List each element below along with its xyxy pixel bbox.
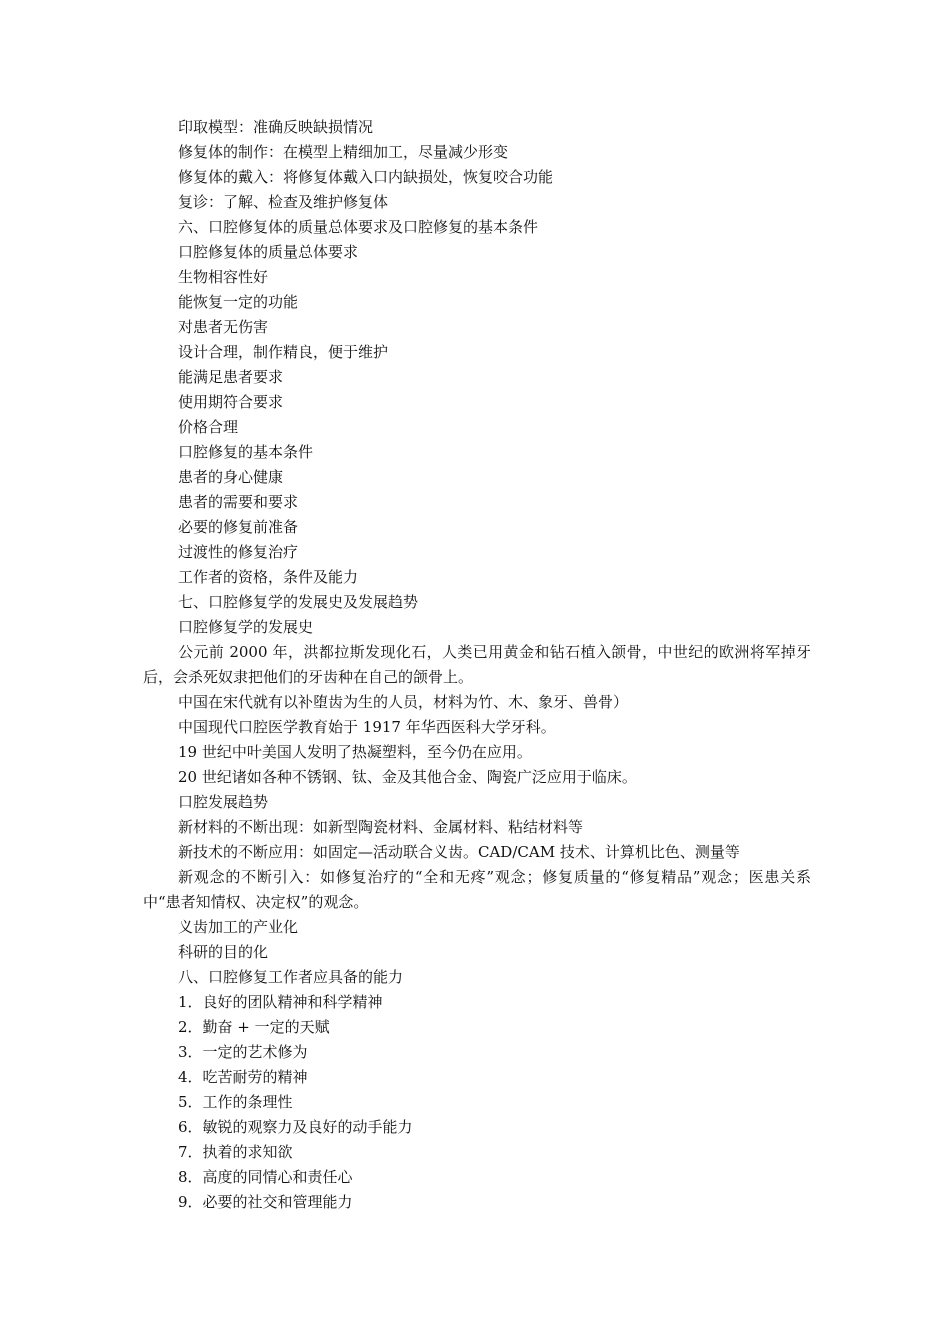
text-line: 生物相容性好 xyxy=(178,268,269,286)
text-line: 科研的目的化 xyxy=(178,943,269,961)
text-line: 印取模型：准确反映缺损情况 xyxy=(178,118,374,136)
text-line: 对患者无伤害 xyxy=(178,318,269,336)
list-item: 6．敏锐的观察力及良好的动手能力 xyxy=(178,1118,413,1136)
text-line: 设计合理，制作精良，便于维护 xyxy=(178,343,389,361)
subsection-heading: 口腔修复的基本条件 xyxy=(178,443,314,461)
list-item: 8．高度的同情心和责任心 xyxy=(178,1168,353,1186)
text-line: 新技术的不断应用：如固定—活动联合义齿。CAD/CAM 技术、计算机比色、测量等 xyxy=(178,843,740,861)
text-line: 过渡性的修复治疗 xyxy=(178,543,299,561)
list-item: 9．必要的社交和管理能力 xyxy=(178,1193,353,1211)
concepts-paragraph: 新观念的不断引入：如修复治疗的“全和无疼”观念；修复质量的“修复精品”观念；医患关系中“患者知情权、决定权”的观念。 xyxy=(143,868,811,911)
text-line: 能恢复一定的功能 xyxy=(178,293,299,311)
list-item: 1．良好的团队精神和科学精神 xyxy=(178,993,383,1011)
list-item: 2．勤奋 + 一定的天赋 xyxy=(178,1018,330,1036)
text-line: 中国在宋代就有以补堕齿为生的人员，材料为竹、木、象牙、兽骨） xyxy=(178,693,629,711)
list-item: 5．工作的条理性 xyxy=(178,1093,293,1111)
section-heading: 七、口腔修复学的发展史及发展趋势 xyxy=(178,593,419,611)
text-line: 新材料的不断出现：如新型陶瓷材料、金属材料、粘结材料等 xyxy=(178,818,584,836)
text-line: 义齿加工的产业化 xyxy=(178,918,299,936)
text-line: 修复体的制作：在模型上精细加工，尽量减少形变 xyxy=(178,143,509,161)
text-line: 19 世纪中叶美国人发明了热凝塑料，至今仍在应用。 xyxy=(178,743,532,761)
section-heading: 六、口腔修复体的质量总体要求及口腔修复的基本条件 xyxy=(178,218,539,236)
subsection-heading: 口腔修复学的发展史 xyxy=(178,618,314,636)
section-heading: 八、口腔修复工作者应具备的能力 xyxy=(178,968,404,986)
list-item: 3．一定的艺术修为 xyxy=(178,1043,308,1061)
subsection-heading: 口腔发展趋势 xyxy=(178,793,269,811)
history-paragraph: 公元前 2000 年，洪都拉斯发现化石，人类已用黄金和钻石植入颌骨，中世纪的欧洲将军掉牙后，会杀死奴隶把他们的牙齿种在自己的颌骨上。 xyxy=(143,643,811,686)
text-line: 必要的修复前准备 xyxy=(178,518,299,536)
text-line: 修复体的戴入：将修复体戴入口内缺损处，恢复咬合功能 xyxy=(178,168,554,186)
text-line: 20 世纪诸如各种不锈钢、钛、金及其他合金、陶瓷广泛应用于临床。 xyxy=(178,768,637,786)
text-line: 患者的身心健康 xyxy=(178,468,284,486)
text-line: 患者的需要和要求 xyxy=(178,493,299,511)
text-line: 能满足患者要求 xyxy=(178,368,284,386)
list-item: 7．执着的求知欲 xyxy=(178,1143,293,1161)
text-line: 工作者的资格，条件及能力 xyxy=(178,568,359,586)
text-line: 使用期符合要求 xyxy=(178,393,284,411)
text-line: 复诊：了解、检查及维护修复体 xyxy=(178,193,389,211)
text-line: 价格合理 xyxy=(178,418,239,436)
subsection-heading: 口腔修复体的质量总体要求 xyxy=(178,243,359,261)
text-line: 中国现代口腔医学教育始于 1917 年华西医科大学牙科。 xyxy=(178,718,556,736)
document-body xyxy=(143,115,811,1215)
list-item: 4．吃苦耐劳的精神 xyxy=(178,1068,308,1086)
